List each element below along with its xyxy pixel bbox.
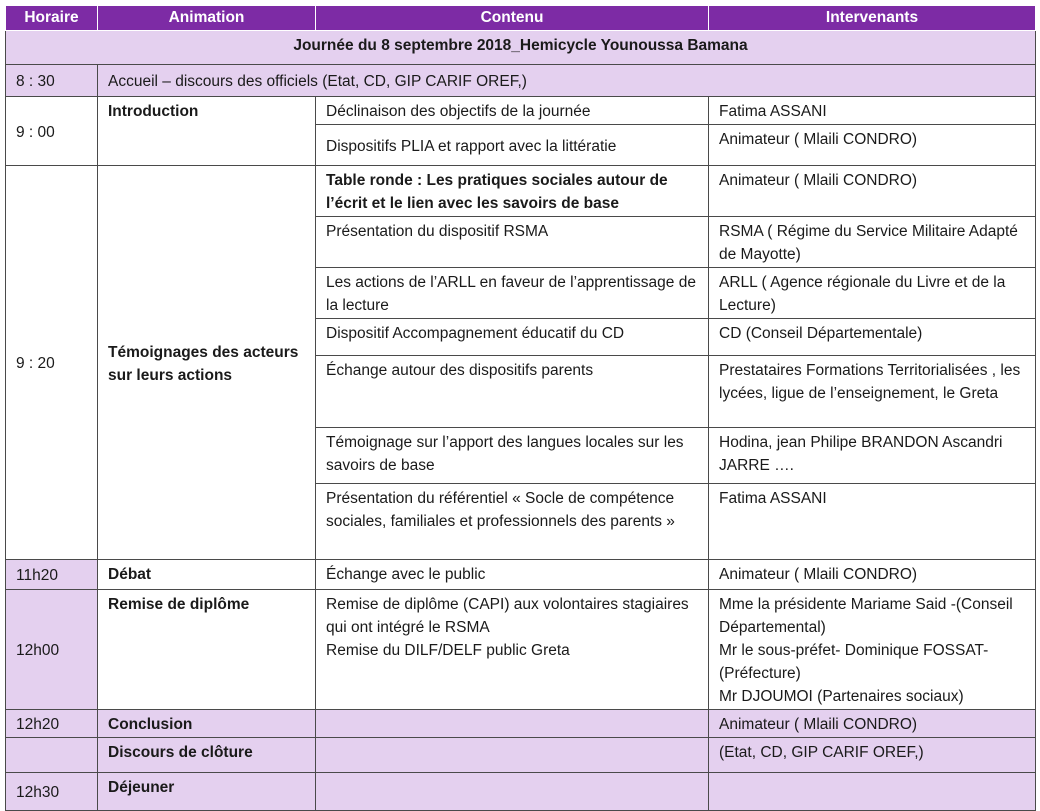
table-row-remise [6, 590, 1036, 710]
animation-cell: Conclusion [98, 710, 316, 738]
time-cell: 12h20 [6, 710, 98, 738]
header-contenu: Contenu [316, 6, 709, 31]
contenu-cell: Table ronde : Les pratiques sociales autour de l’écrit et le lien avec les savoirs de base [316, 166, 709, 217]
intervenants-cell: Animateur ( Mlaili CONDRO) [709, 125, 1036, 166]
intervenants-cell: Fatima ASSANI [709, 97, 1036, 125]
contenu-cell: Dispositifs PLIA et rapport avec la littératie [316, 125, 709, 166]
time-cell: 12h30 [6, 773, 98, 811]
animation-cell: Introduction [98, 97, 316, 166]
time-cell: 9 : 20 [6, 166, 98, 560]
table-row-intro [6, 97, 1036, 125]
intervenants-cell: (Etat, CD, GIP CARIF OREF,) [709, 738, 1036, 773]
intervenants-cell: Mme la présidente Mariame Said -(Conseil Départemental) Mr le sous-préfet- Dominique FOSSAT-(Préfecture) Mr DJOUMOI (Partenaires sociaux) [709, 590, 1036, 710]
animation-cell: Témoignages des acteurs sur leurs actions [98, 166, 316, 560]
intervenants-cell: CD (Conseil Départementale) [709, 319, 1036, 356]
table-row-dejeuner [6, 773, 1036, 811]
header-animation: Animation [98, 6, 316, 31]
time-cell: 9 : 00 [6, 97, 98, 166]
time-cell: 12h00 [6, 590, 98, 710]
header-row [6, 6, 1036, 31]
intervenants-cell: Fatima ASSANI [709, 484, 1036, 560]
table-row-conclusion [6, 710, 1036, 738]
animation-cell: Débat [98, 560, 316, 590]
day-title: Journée du 8 septembre 2018_Hemicycle Younoussa Bamana [6, 31, 1036, 65]
table-row-temoignages [6, 166, 1036, 217]
contenu-cell: Présentation du référentiel « Socle de compétence sociales, familiales et professionnels des parents » [316, 484, 709, 560]
contenu-cell: Déclinaison des objectifs de la journée [316, 97, 709, 125]
intervenants-cell [709, 773, 1036, 811]
table-row-cloture [6, 738, 1036, 773]
intervenants-cell: Prestataires Formations Territorialisées , les lycées, ligue de l’enseignement, le Greta [709, 356, 1036, 428]
contenu-cell: Échange avec le public [316, 560, 709, 590]
contenu-cell: Présentation du dispositif RSMA [316, 217, 709, 268]
contenu-cell [316, 773, 709, 811]
animation-cell: Discours de clôture [98, 738, 316, 773]
intervenants-cell: Hodina, jean Philipe BRANDON Ascandri JARRE …. [709, 428, 1036, 484]
contenu-cell: Dispositif Accompagnement éducatif du CD [316, 319, 709, 356]
intervenants-cell: Animateur ( Mlaili CONDRO) [709, 710, 1036, 738]
contenu-cell: Les actions de l’ARLL en faveur de l’apprentissage de la lecture [316, 268, 709, 319]
contenu-cell [316, 710, 709, 738]
time-cell: 11h20 [6, 560, 98, 590]
animation-cell: Remise de diplôme [98, 590, 316, 710]
header-intervenants: Intervenants [709, 6, 1036, 31]
time-cell: 8 : 30 [6, 65, 98, 97]
intervenants-cell: RSMA ( Régime du Service Militaire Adapté de Mayotte) [709, 217, 1036, 268]
time-cell [6, 738, 98, 773]
programme-table [5, 5, 1036, 811]
table-row-debat [6, 560, 1036, 590]
contenu-cell: Échange autour des dispositifs parents [316, 356, 709, 428]
intervenants-cell: ARLL ( Agence régionale du Livre et de la Lecture) [709, 268, 1036, 319]
header-horaire: Horaire [6, 6, 98, 31]
contenu-cell [316, 738, 709, 773]
animation-cell: Déjeuner [98, 773, 316, 811]
intervenants-cell: Animateur ( Mlaili CONDRO) [709, 560, 1036, 590]
table-row-accueil [6, 65, 1036, 97]
intervenants-cell: Animateur ( Mlaili CONDRO) [709, 166, 1036, 217]
day-title-row [6, 31, 1036, 65]
accueil-text: Accueil – discours des officiels (Etat, CD, GIP CARIF OREF,) [98, 65, 1036, 97]
contenu-cell: Remise de diplôme (CAPI) aux volontaires stagiaires qui ont intégré le RSMA Remise du DILF/DELF public Greta [316, 590, 709, 710]
contenu-cell: Témoignage sur l’apport des langues locales sur les savoirs de base [316, 428, 709, 484]
